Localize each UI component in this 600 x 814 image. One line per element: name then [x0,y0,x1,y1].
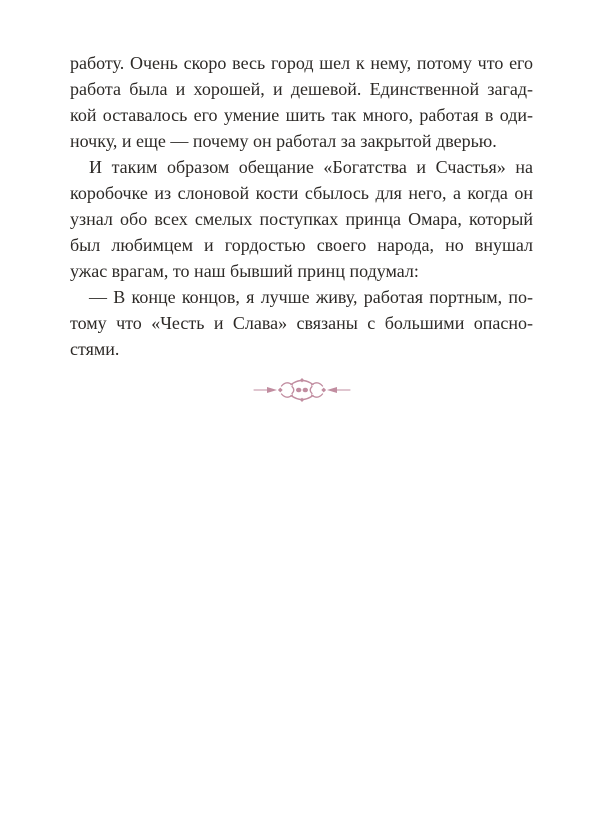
text-line: тому что «Честь и Слава» связаны с большими опасно- [70,313,533,333]
paragraph [70,284,533,362]
text-line: был любимцем и гордостью своего народа, но внушал [70,235,533,255]
paragraph [70,154,533,284]
text-line: кой оставалось его умение шить так много, работая в оди- [70,105,533,125]
text-line: стями. [70,339,120,359]
section-divider [70,375,533,405]
text-line: ночку, и еще — почему он работал за закрытой дверью. [70,131,497,151]
text-line: — В конце концов, я лучше живу, работая портным, по- [89,287,533,307]
text-line: узнал обо всех смелых поступках принца Омара, который [70,209,533,229]
text-line: И таким образом обещание «Богатства и Счастья» на [89,157,533,177]
flourish-divider-icon [252,375,352,405]
text-line: ужас врагам, то наш бывший принц подумал: [70,261,419,281]
text-line: работу. Очень скоро весь город шел к нему, потому что его [70,53,533,73]
text-line: работа была и хорошей, и дешевой. Единственной загад- [70,79,533,99]
paragraph [70,50,533,154]
text-line: коробочке из слоновой кости сбылось для него, а когда он [70,183,533,203]
